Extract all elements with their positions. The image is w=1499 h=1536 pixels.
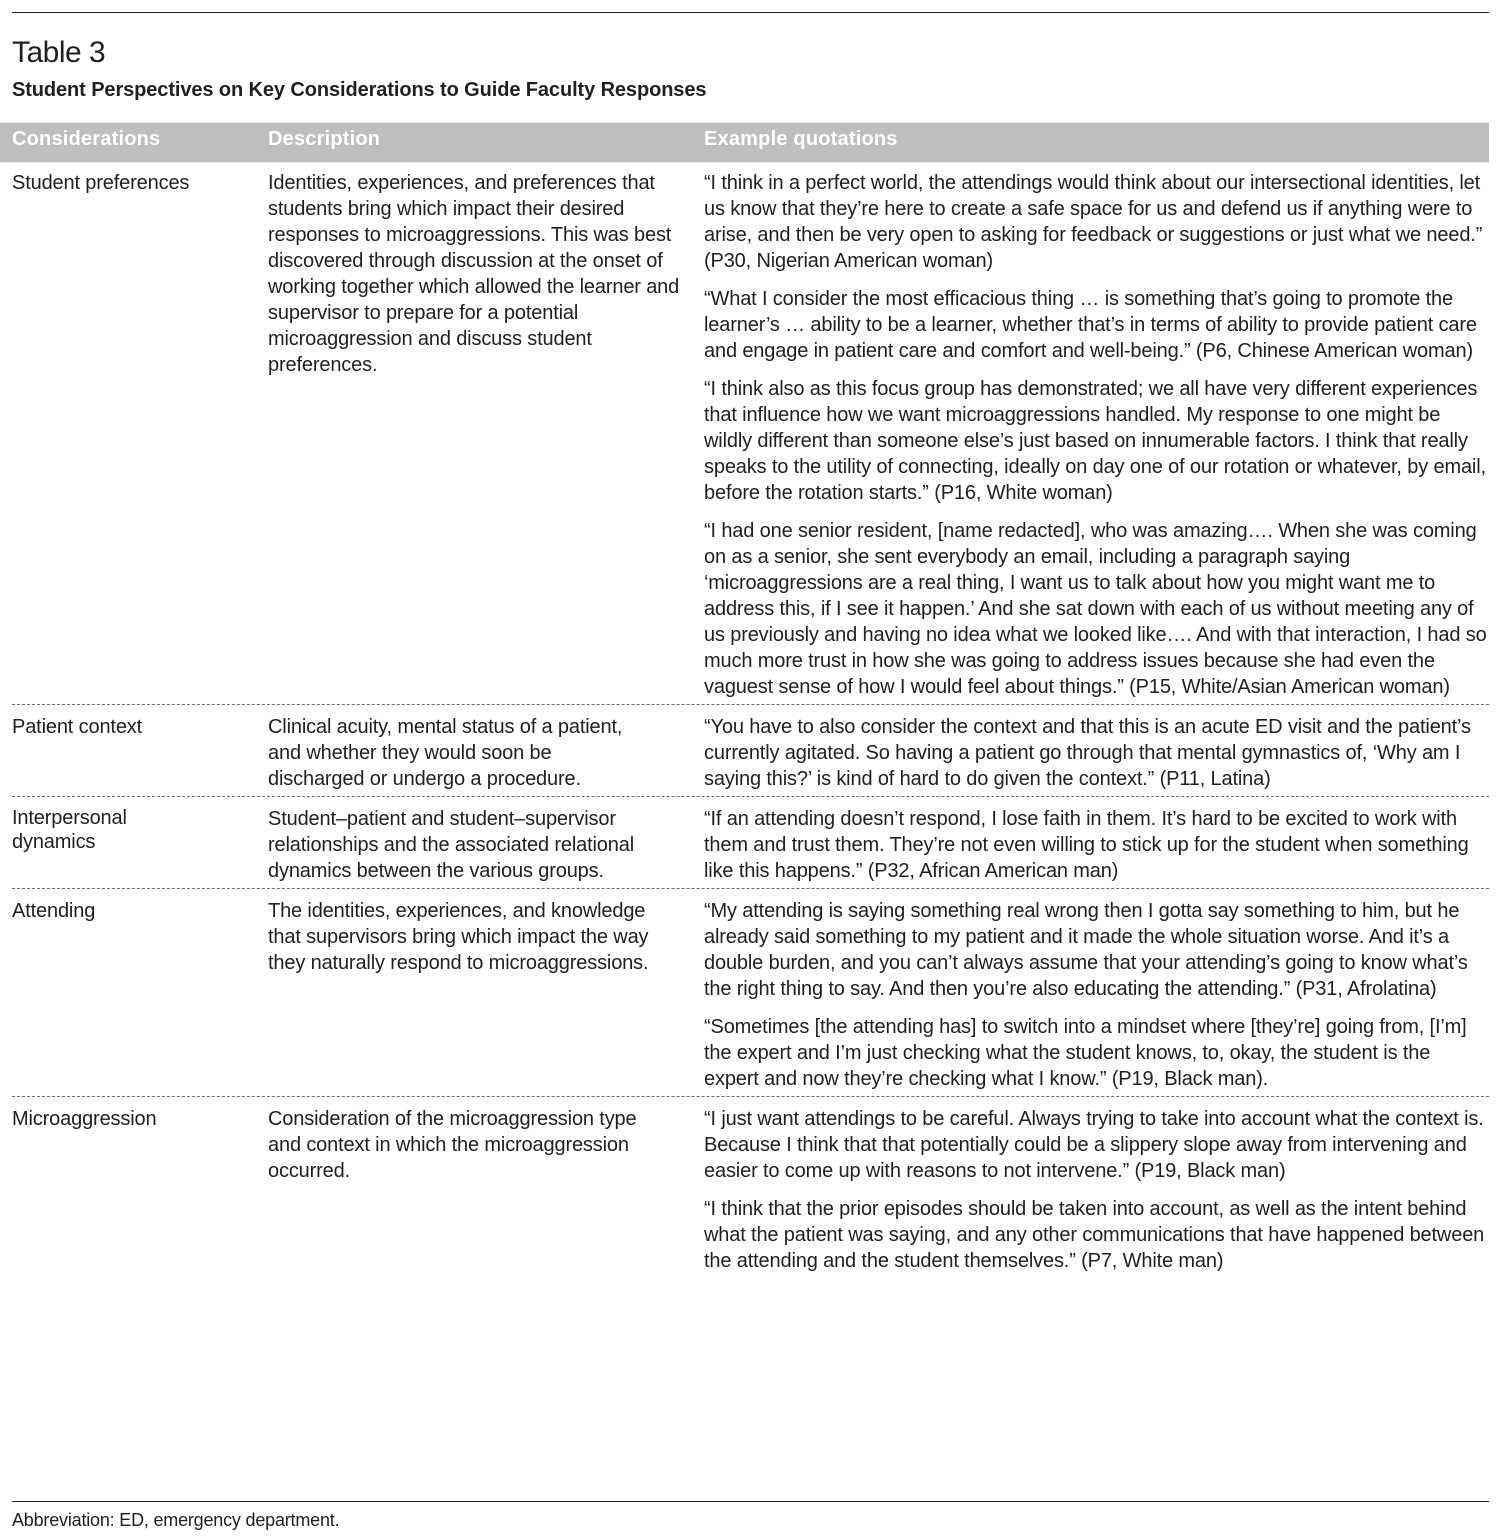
description-cell: Consideration of the microaggression type and context in which the microaggression occurred. xyxy=(268,1108,637,1182)
header-quotations: Example quotations xyxy=(704,128,898,150)
quotations-cell xyxy=(704,806,1489,884)
table-row xyxy=(12,1097,1489,1278)
description-cell: Identities, experiences, and preferences that students bring which impact their desired responses to microaggressions. This was best discovered through discussion at the onset of working together which allowed the learner and supervisor to prepare for a potential microaggression and discuss student preferences. xyxy=(268,172,680,376)
quote: “I think that the prior episodes should be taken into account, as well as the intent behind what the patient was saying, and any other communications that have happened between the attending and the student themselves.” (P7, White man) xyxy=(704,1198,1485,1272)
quote: “I had one senior resident, [name redacted], who was amazing…. When she was coming on as a senior, she sent everybody an email, including a paragraph saying ‘microaggressions are a real thing, I want us to talk about how you might want me to address this, if I see it happen.’ And she sat down with each of us without meeting any of us previously and having no idea what we looked like…. And with that interaction, I had so much more trust in how she was going to address issues because she had even the vaguest sense of how I would feel about things.” (P15, White/Asian American woman) xyxy=(704,520,1487,698)
header-description: Description xyxy=(268,128,381,150)
table-title: Student Perspectives on Key Considerations to Guide Faculty Responses xyxy=(12,79,707,101)
table-row xyxy=(12,889,1489,1097)
table-footnote: Abbreviation: ED, emergency department. xyxy=(12,1510,340,1530)
quotations-cell xyxy=(704,898,1489,1092)
header-considerations: Considerations xyxy=(12,128,161,150)
description-cell: Student–patient and student–supervisor relationships and the associated relational dynamics between the various groups. xyxy=(268,808,635,882)
quotations-cell xyxy=(704,1106,1489,1274)
quote: “I think in a perfect world, the attendings would think about our intersectional identities, let us know that they’re here to create a safe space for us and defend us if anything were to arise, and then be very open to asking for feedback or suggestions or just what we need.” (P30, Nigerian American woman) xyxy=(704,172,1483,272)
quote: “Sometimes [the attending has] to switch into a mindset where [they’re] going from, [I’m] the expert and I’m just checking what the student knows, to, okay, the student is the expert and now they’re checking what I know.” (P19, Black man). xyxy=(704,1016,1467,1090)
quote: “You have to also consider the context and that this is an acute ED visit and the patient’s currently agitated. So having a patient go through that mental gymnastics of, ‘Why am I saying this?’ is kind of hard to do given the context.” (P11, Latina) xyxy=(704,716,1471,790)
quotations-cell xyxy=(704,714,1489,792)
table-row xyxy=(12,797,1489,889)
table-row xyxy=(12,161,1489,705)
quote: “I think also as this focus group has demonstrated; we all have very different experiences that influence how we want microaggressions handled. My response to one might be wildly different than someone else’s just based on innumerable factors. I think that really speaks to the utility of connecting, ideally on day one of our rotation or whatever, by email, before the rotation starts.” (P16, White woman) xyxy=(704,378,1486,504)
quote: “My attending is saying something real wrong then I gotta say something to him, but he already said something to my patient and it made the whole situation worse. And it’s a double burden, and you can’t always assume that your attending’s going to know what’s the right thing to say. And then you’re also educating the attending.” (P31, Afrolatina) xyxy=(704,900,1468,1000)
top-rule xyxy=(12,12,1489,13)
consideration-cell: Attending xyxy=(12,900,96,922)
consideration-cell: Interpersonal dynamics xyxy=(12,807,127,853)
quote: “If an attending doesn’t respond, I lose faith in them. It’s hard to be excited to work with them and trust them. They’re not even willing to stick up for the student when something like this happens.” (P32, African American man) xyxy=(704,808,1469,882)
description-cell: The identities, experiences, and knowledge that supervisors bring which impact the way they naturally respond to microaggressions. xyxy=(268,900,649,974)
consideration-cell: Microaggression xyxy=(12,1108,157,1130)
table-label: Table 3 xyxy=(12,36,106,69)
table-body xyxy=(12,161,1489,1278)
quote: “I just want attendings to be careful. Always trying to take into account what the context is. Because I think that that potentially could be a slippery slope away from intervening and easier to come up with reasons to not intervene.” (P19, Black man) xyxy=(704,1108,1484,1182)
consideration-cell: Student preferences xyxy=(12,172,190,194)
bottom-rule xyxy=(12,1501,1489,1502)
quotations-cell xyxy=(704,170,1489,700)
description-cell: Clinical acuity, mental status of a patient, and whether they would soon be discharged or undergo a procedure. xyxy=(268,716,623,790)
consideration-cell: Patient context xyxy=(12,716,143,738)
table-row xyxy=(12,705,1489,797)
quote: “What I consider the most efficacious thing … is something that’s going to promote the learner’s … ability to be a learner, whether that’s in terms of ability to provide patient care and engage in patient care and comfort and well-being.” (P6, Chinese American woman) xyxy=(704,288,1477,362)
